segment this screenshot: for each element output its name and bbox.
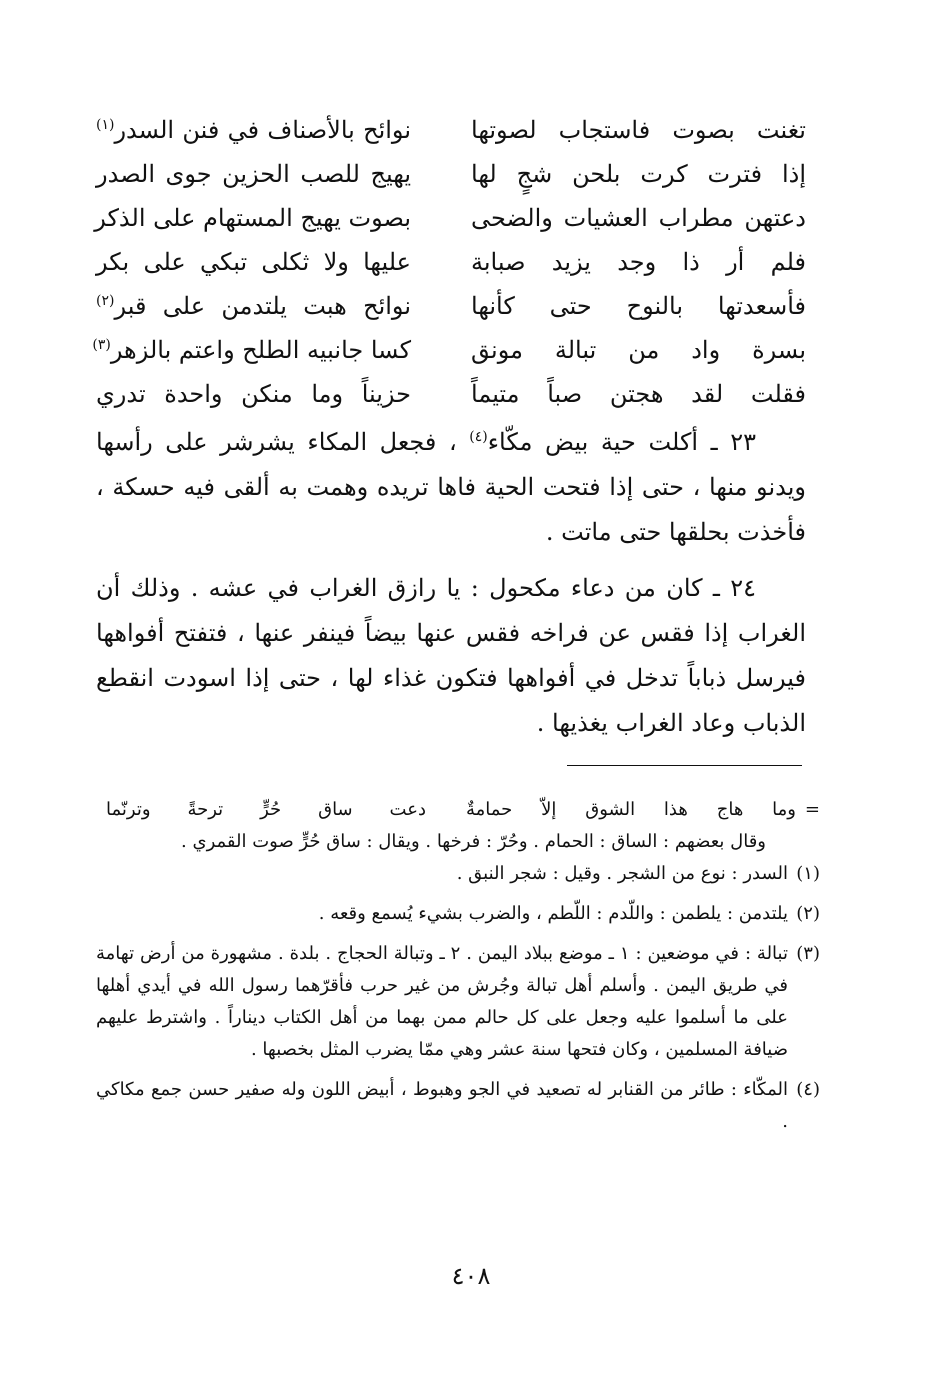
footnote-2 xyxy=(96,898,820,930)
footnote-number: (٣) xyxy=(796,943,820,964)
verse-line xyxy=(96,108,806,152)
footnote-text: السدر : نوع من الشجر . وقيل : شجر النبق . xyxy=(456,863,788,884)
verse-second-hemistich: حزيناً وما منكن واحدة تدري xyxy=(96,380,411,408)
footnote-ref[interactable]: (١) xyxy=(96,117,115,133)
verse-line xyxy=(96,372,806,416)
footnote-ref[interactable]: (٣) xyxy=(92,337,111,353)
verse-line xyxy=(96,240,806,284)
paragraph-24: ٢٤ ـ كان من دعاء مكحول : يا رازق الغراب في عشه . وذلك أن الغراب إذا فقس عن فراخه فقس عنها بيضاً فينفر عنها ، فتفتح أفواهها فيرسل ذباباً تدخل في أفواهها فتكون غذاء لها ، حتى إذا اسودت انقطع الذباب وعاد الغراب يغذيها . xyxy=(96,574,806,737)
footnote-separator xyxy=(567,765,802,766)
footnote-4 xyxy=(96,1074,820,1138)
verse-first-hemistich: وما هاج هذا الشوق إلاّ حمامةٌ xyxy=(466,799,796,820)
footnote-3 xyxy=(96,938,820,1066)
verse-first-hemistich: فلم أر ذا وجد يزيد صبابة xyxy=(471,248,806,276)
footnote-1 xyxy=(96,858,820,890)
continuation-mark: = xyxy=(804,799,820,820)
verse-second-hemistich: دعت ساق حُرٍّ ترحةً وترنّما xyxy=(106,799,426,820)
verse-second-hemistich: نوائح هبت يلتدمن على قبر$^{(٢)}$ xyxy=(96,292,411,320)
verse-second-hemistich: يهيج للصب الحزين جوى الصدر xyxy=(96,160,411,188)
page-number: ٤٠٨ xyxy=(451,1262,491,1290)
verse-first-hemistich: بسرة واد من تبالة مونق xyxy=(471,336,806,364)
footnote-text: المكّاء : طائر من القنابر له تصعيد في الجو وهبوط ، أبيض اللون وله صفير حسن جمع مكاكي . xyxy=(96,1079,789,1132)
verse-first-hemistich: إذا فترت كرت بلحن شجٍ لها xyxy=(471,160,806,188)
footnote-text: وقال بعضهم : الساق : الحمام . وحُرّ : فرخها . ويقال : ساق حُرٍّ صوت القمري . xyxy=(181,831,766,852)
footnote-ref[interactable]: (٢) xyxy=(96,293,115,309)
footnote-text: تبالة : في موضعين : ١ ـ موضع ببلاد اليمن . ٢ ـ وتبالة الحجاج . بلدة . مشهورة من أرض تهامة في طريق اليمن . وأسلم أهل تبالة وجُرش من غير حرب فأقرّهما رسول الله في أيدي أهلها على ما أسلموا عليه وجعل على كل حالم ممن بهما من أهل الكتاب ديناراً . واشترط عليهم ضيافة المسلمين ، وكان فتحها سنة عشر وهي ممّا يضرب المثل بخصبها . xyxy=(96,943,788,1060)
verse-line xyxy=(92,328,806,372)
footnote-number: (٤) xyxy=(796,1079,820,1100)
verse-second-hemistich: كسا جانبيه الطلح واعتم بالزهر$^{(٣)}$ xyxy=(92,336,411,364)
verse-first-hemistich: فأسعدتها بالنوح حتى كأنها xyxy=(471,292,806,320)
footnote-verse xyxy=(106,794,796,826)
verse-line xyxy=(96,152,806,196)
verse-second-hemistich: عليها ولا ثكلى تبكي على بكر xyxy=(96,248,411,276)
verse-first-hemistich: فقلت لقد هجتن صباً متيماً xyxy=(471,380,806,408)
verse-second-hemistich: نوائح بالأصناف في فنن السدر$^{(١)}$ xyxy=(96,116,411,144)
verse-first-hemistich: تغنت بصوت فاستجاب لصوتها xyxy=(471,116,806,144)
footnote-text: يلتدمن : يلطمن : واللّدم : اللّطم ، والضرب بشيء يُسمع وقعه . xyxy=(318,903,788,924)
verse-second-hemistich: بصوت يهيج المستهام على الذكر xyxy=(94,204,411,232)
verse-line xyxy=(96,196,806,240)
footnote-number: (١) xyxy=(796,863,820,884)
footnotes xyxy=(96,794,820,1146)
footnote-number: (٢) xyxy=(796,903,820,924)
paragraph-23: ٢٣ ـ أكلت حية بيض مكّاء$^{(٤)}$ ، فجعل المكاء يشرشر على رأسها ويدنو منها ، حتى إذا فتحت الحية فاها تريده وهمت به ألقى فيه حسكة ، فأخذت بحلقها حتى ماتت . xyxy=(96,428,806,546)
verse-first-hemistich: دعتهن مطراب العشيات والضحى xyxy=(471,204,806,232)
footnote-ref[interactable]: (٤) xyxy=(469,429,488,445)
verse-line xyxy=(96,284,806,328)
poem xyxy=(92,108,806,416)
footnote-continuation xyxy=(96,794,820,858)
